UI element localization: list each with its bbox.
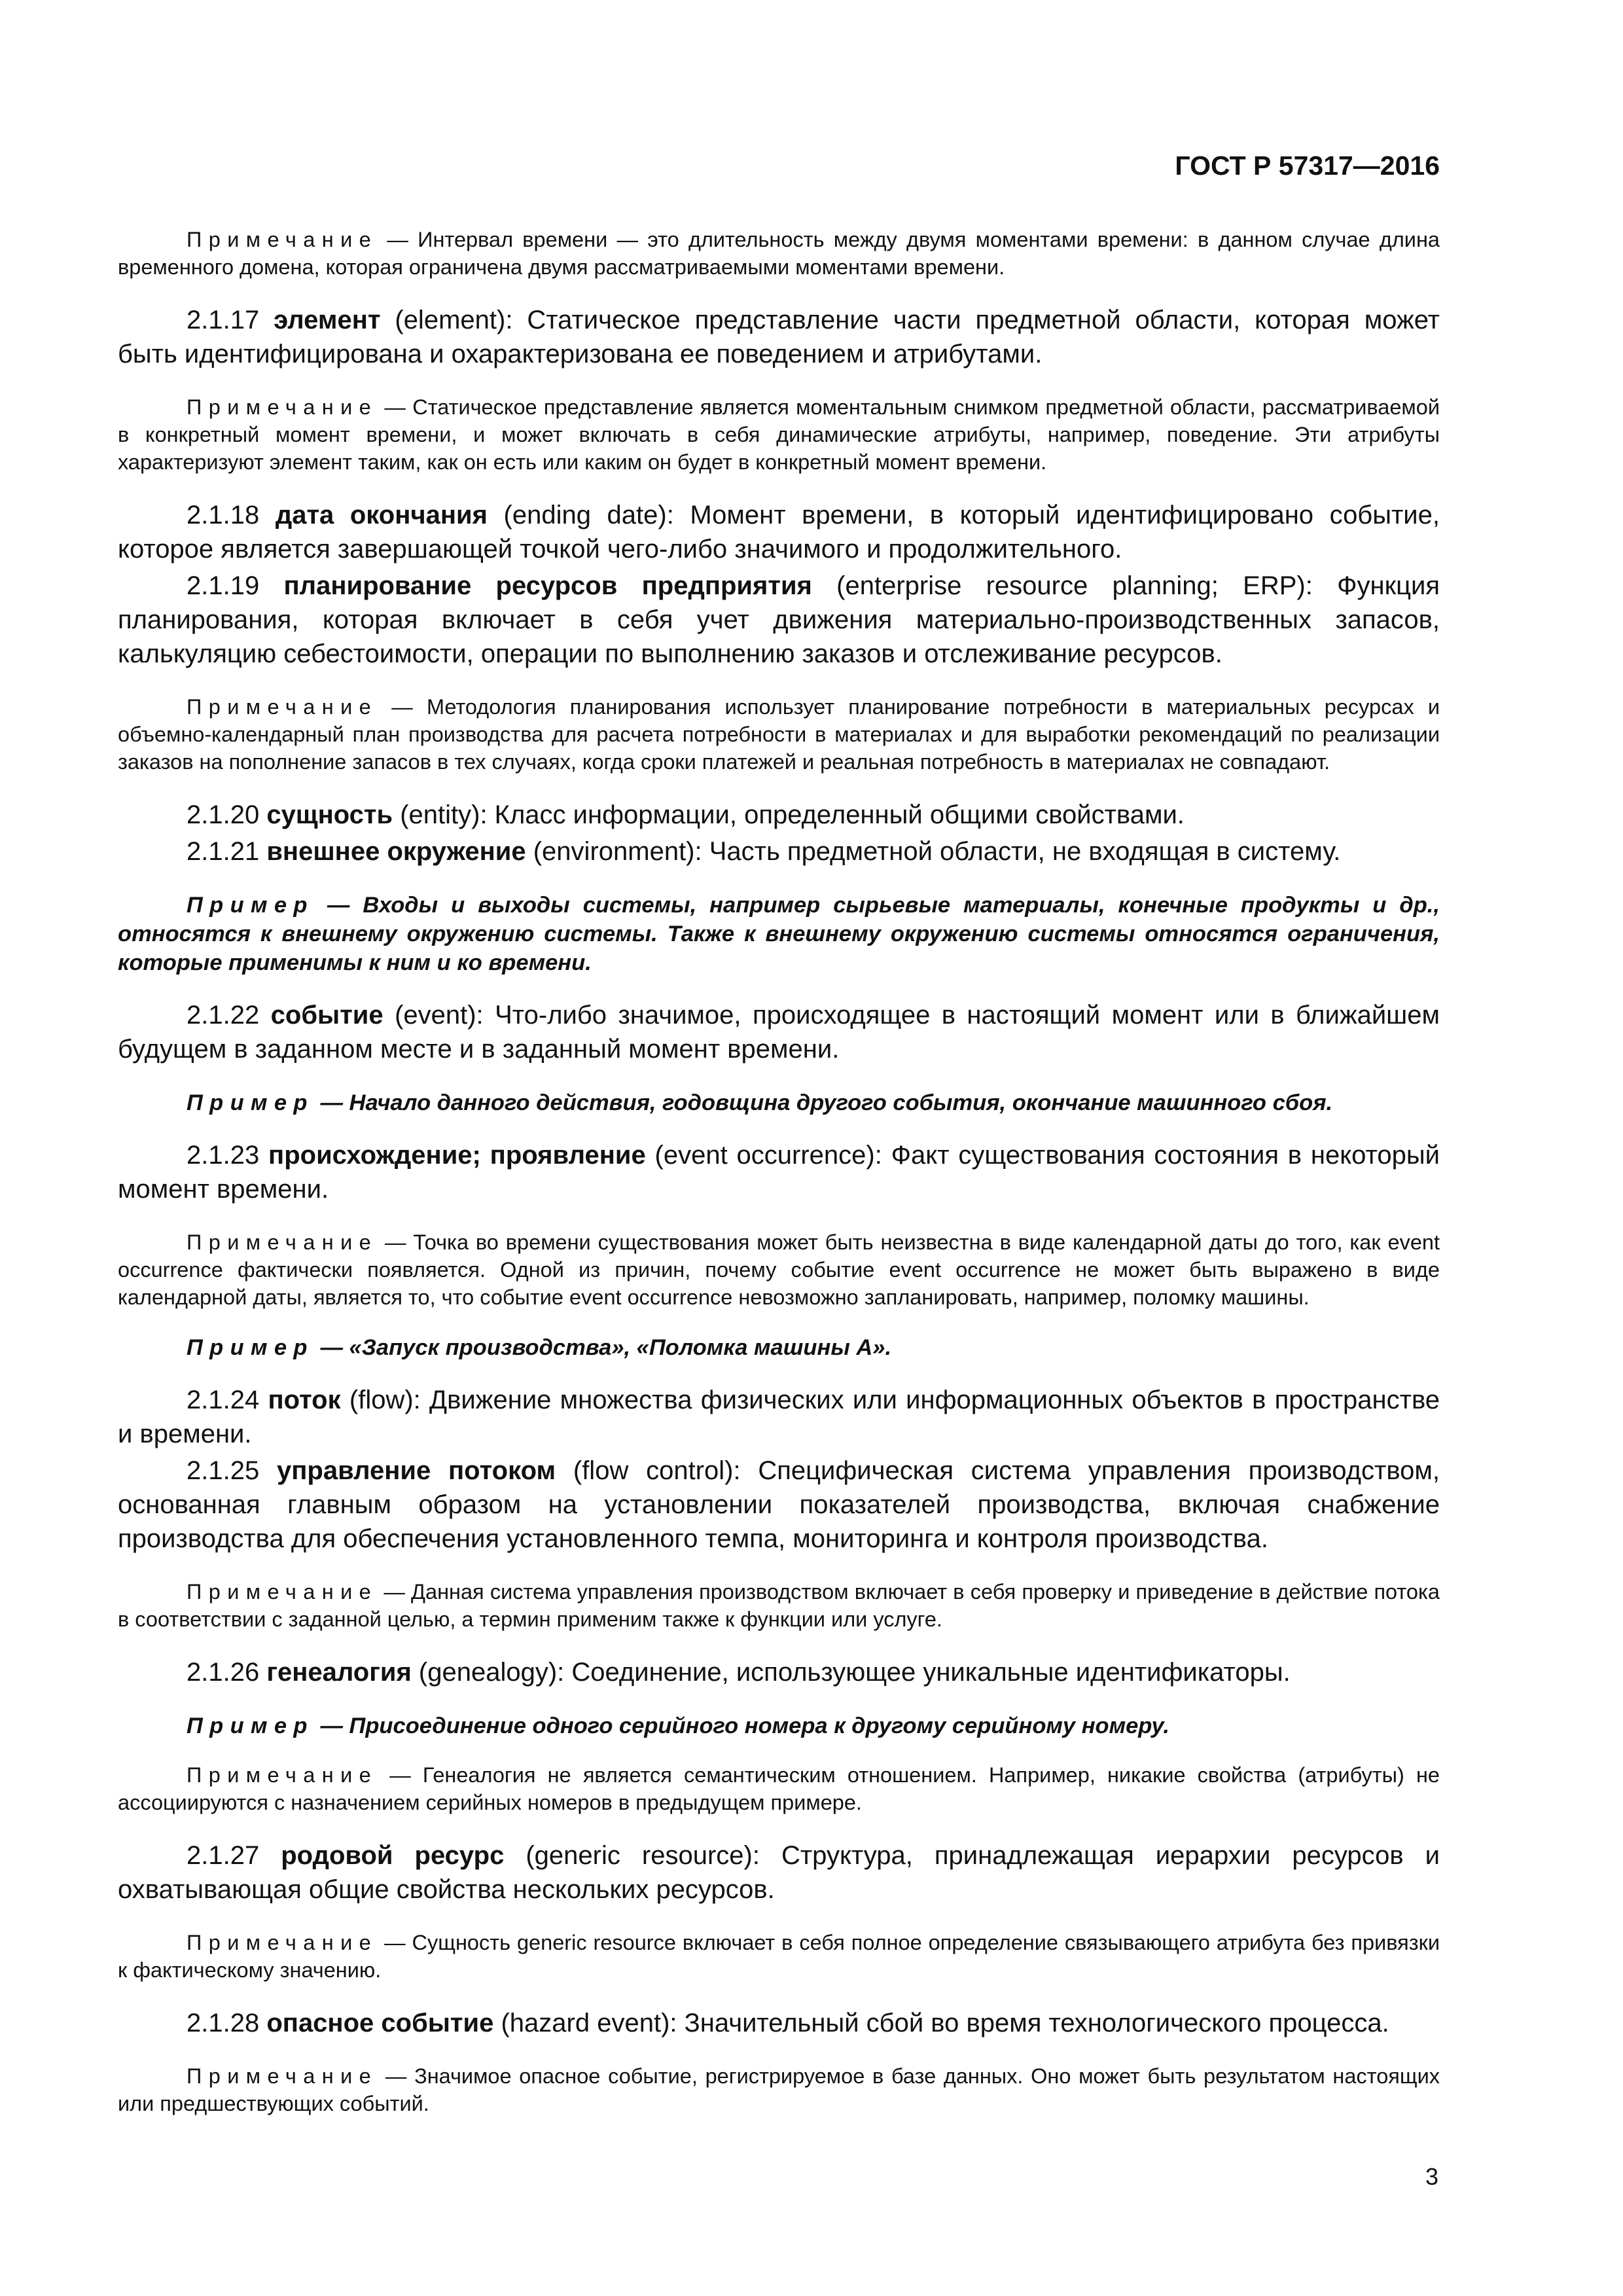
note-2-1-19: Примечание — Методология планирования использует планирование потребности в материальных ресурсах и объемно-календарный план производства для расчета потребности в материалах и для выработки рекомендаций по реализации заказов на пополнение запасов в тех случаях, когда сроки платежей и реальная потребность в материалах не совпадают.	[118, 695, 1440, 774]
definition-2-1-17: 2.1.17 элемент (element): Статическое представление части предметной области, которая может быть идентифицирована и охарактеризована ее поведением и атрибутами.	[118, 306, 1440, 368]
definition-2-1-24: 2.1.24 поток (flow): Движение множества физических или информационных объектов в пространстве и времени.	[118, 1386, 1440, 1448]
note-2-1-28: Примечание — Значимое опасное событие, регистрируемое в базе данных. Оно может быть результатом настоящих или предшествующих событий.	[118, 2064, 1440, 2115]
definition-2-1-26: 2.1.26 генеалогия (genealogy): Соединение, использующее уникальные идентификаторы.	[187, 1658, 1291, 1687]
example-2-1-26: Пример — Присоединение одного серийного номера к другому серийному номеру.	[187, 1713, 1169, 1738]
example-2-1-22: Пример — Начало данного действия, годовщина другого события, окончание машинного сбоя.	[187, 1090, 1333, 1115]
definition-2-1-28: 2.1.28 опасное событие (hazard event): Значительный сбой во время технологического процесса.	[187, 2009, 1389, 2037]
definition-2-1-20: 2.1.20 сущность (entity): Класс информации, определенный общими свойствами.	[187, 800, 1185, 829]
page-number: 3	[1425, 2163, 1438, 2190]
note-2-1-27: Примечание — Сущность generic resource включает в себя полное определение связывающего атрибута без привязки к фактическому значению.	[118, 1931, 1440, 1982]
note-2-1-25: Примечание — Данная система управления производством включает в себя проверку и приведение в действие потока в соответствии с заданной целью, а термин применим также к функции или услуге.	[118, 1580, 1440, 1631]
definition-2-1-23: 2.1.23 происхождение; проявление (event occurrence): Факт существования состояния в некоторый момент времени.	[118, 1141, 1440, 1204]
example-2-1-21: Пример — Входы и выходы системы, например сырьевые материалы, конечные продукты и др., относятся к внешнему окружению системы. Также к внешнему окружению системы относятся ограничения, которые применимы к ним и ко времени.	[118, 893, 1440, 975]
note-interval: Примечание — Интервал времени — это длительность между двумя моментами времени: в данном случае длина временного домена, которая ограничена двумя рассматриваемыми моментами времени.	[118, 228, 1440, 279]
note-2-1-23: Примечание — Точка во времени существования может быть неизвестна в виде календарной даты до того, как event occurrence фактически появляется. Одной из причин, почему событие event occurrence не может быть выражено в виде календарной даты, является то, что событие event occurrence невозможно запланировать, например, поломку машины.	[118, 1230, 1440, 1309]
page-body	[118, 147, 1440, 2140]
note-2-1-17: Примечание — Статическое представление является моментальным снимком предметной области, рассматриваемой в конкретный момент времени, и может включать в себя динамические атрибуты, например, поведение. Эти атрибуты характеризуют элемент таким, как он есть или каким он будет в конкретный момент времени.	[118, 395, 1440, 474]
definition-2-1-19: 2.1.19 планирование ресурсов предприятия (enterprise resource planning; ERP): Функция планирования, которая включает в себя учет движения материально-производственных запасов, калькуляцию себестоимости, операции по выполнению заказов и отслеживание ресурсов.	[118, 571, 1440, 668]
document-header: ГОСТ Р 57317—2016	[1175, 151, 1440, 181]
definition-2-1-25: 2.1.25 управление потоком (flow control): Специфическая система управления производством, основанная главным образом на установлении показателей производства, включая снабжение производства для обеспечения установленного темпа, мониторинга и контроля производства.	[118, 1456, 1440, 1553]
definition-2-1-22: 2.1.22 событие (event): Что-либо значимое, происходящее в настоящий момент или в ближайшем будущем в заданном месте и в заданный момент времени.	[118, 1001, 1440, 1064]
definition-2-1-21: 2.1.21 внешнее окружение (environment): Часть предметной области, не входящая в систему.	[187, 837, 1341, 866]
definition-2-1-27: 2.1.27 родовой ресурс (generic resource): Структура, принадлежащая иерархии ресурсов и охватывающая общие свойства нескольких ресурсов.	[118, 1841, 1440, 1904]
definition-2-1-18: 2.1.18 дата окончания (ending date): Момент времени, в который идентифицировано событие, которое является завершающей точкой чего-либо значимого и продолжительного.	[118, 501, 1440, 564]
note-2-1-26: Примечание — Генеалогия не является семантическим отношением. Например, никакие свойства (атрибуты) не ассоциируются с назначением серийных номеров в предыдущем примере.	[118, 1763, 1440, 1814]
example-2-1-23: Пример — «Запуск производства», «Поломка машины А».	[187, 1335, 892, 1360]
